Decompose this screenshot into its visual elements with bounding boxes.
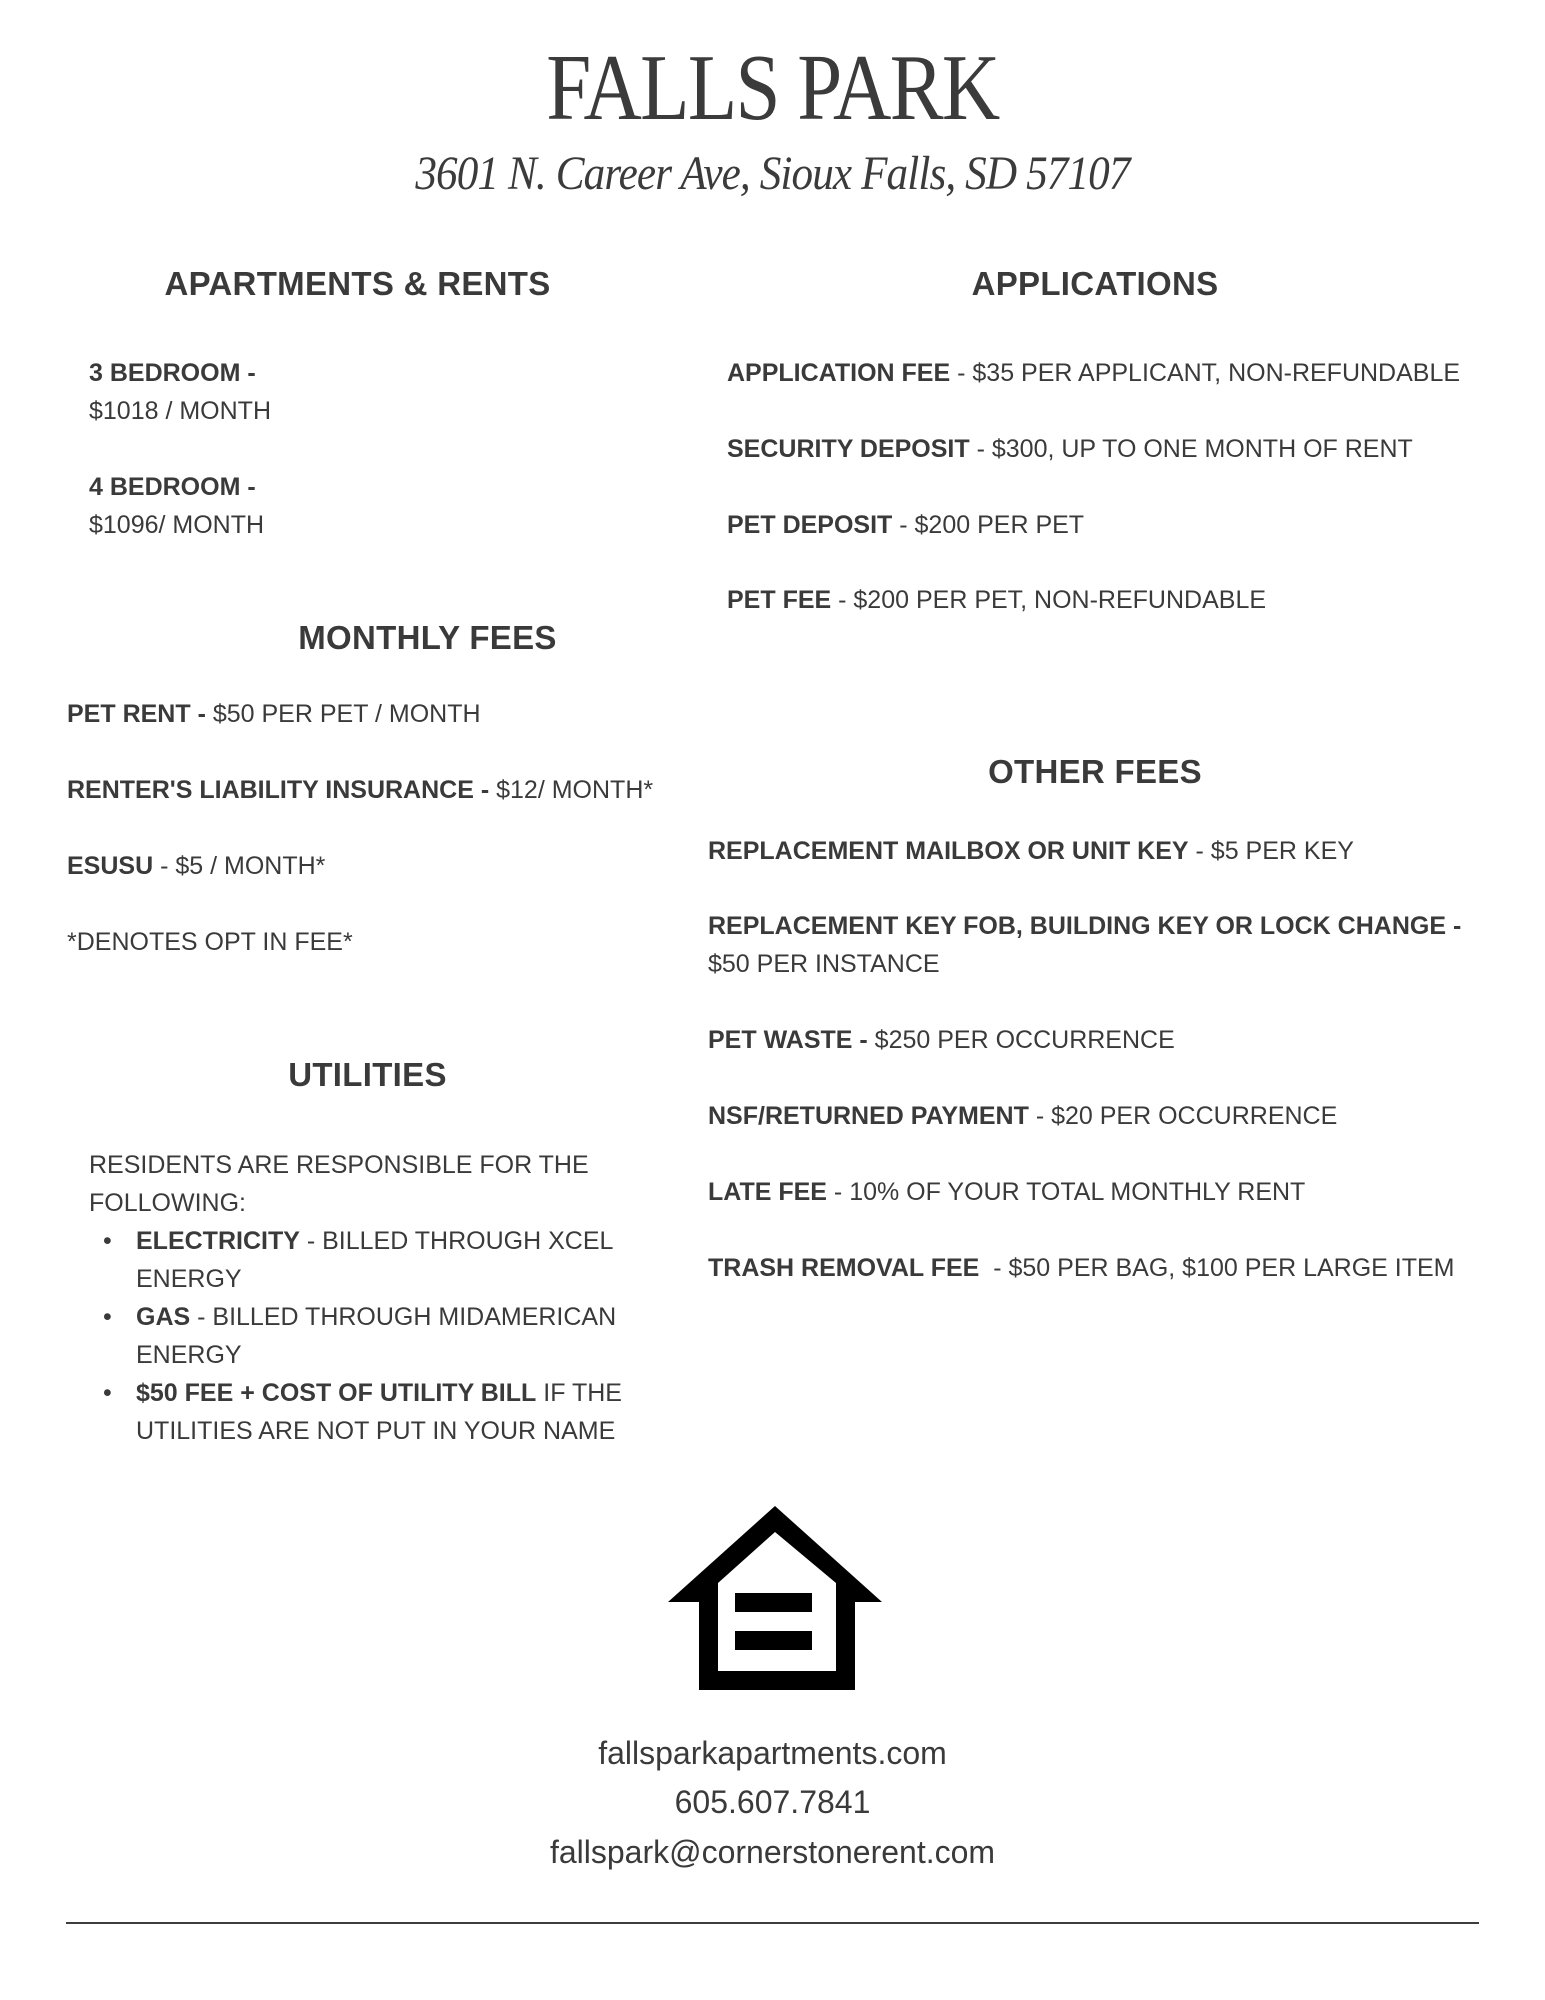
item-value: - $200 PER PET	[892, 511, 1085, 539]
item-label: $50 FEE + COST OF UTILITY BILL	[136, 1379, 537, 1407]
item-value: IF THE	[536, 1379, 622, 1407]
utilities-intro: RESIDENTS ARE RESPONSIBLE FOR THE	[89, 1151, 589, 1179]
apartment-unit	[89, 468, 271, 544]
applications-heading: APPLICATIONS	[971, 265, 1219, 302]
item-value: $12/ MONTH*	[489, 776, 654, 804]
item-value-continued: ENERGY	[136, 1341, 242, 1369]
item-value: - $200 PER PET, NON-REFUNDABLE	[831, 586, 1267, 614]
unit-label: 4 BEDROOM -	[89, 473, 256, 501]
opt-in-note: *DENOTES OPT IN FEE*	[67, 928, 353, 956]
other-fees-heading: OTHER FEES	[988, 753, 1202, 790]
unit-price: $1096/ MONTH	[89, 511, 265, 539]
utilities-list	[89, 1222, 622, 1450]
apartments-heading: APARTMENTS & RENTS	[164, 265, 551, 302]
application-item	[727, 430, 1413, 468]
item-value-continued: UTILITIES ARE NOT PUT IN YOUR NAME	[136, 1417, 616, 1445]
item-value: $50 PER PET / MONTH	[205, 700, 481, 728]
property-address: 3601 N. Career Ave, Sioux Falls, SD 57107	[415, 147, 1130, 200]
utility-item	[89, 1222, 622, 1298]
utility-item	[89, 1374, 622, 1450]
application-item	[727, 354, 1460, 392]
item-label: NSF/RETURNED PAYMENT	[708, 1102, 1029, 1130]
email-link[interactable]: fallspark@cornerstonerent.com	[549, 1834, 996, 1870]
item-label: SECURITY DEPOSIT	[727, 435, 970, 463]
other-fee-item	[708, 1249, 1455, 1287]
utility-item	[89, 1298, 622, 1374]
item-value: $50 PER INSTANCE	[708, 950, 940, 978]
item-value: - BILLED THROUGH MIDAMERICAN	[190, 1303, 617, 1331]
monthly-fee-item	[67, 847, 325, 885]
phone-number[interactable]: 605.607.7841	[674, 1784, 871, 1820]
other-fee-item	[708, 832, 1354, 870]
item-label: ELECTRICITY	[136, 1227, 300, 1255]
unit-label: 3 BEDROOM -	[89, 359, 256, 387]
item-value: - $50 PER BAG, $100 PER LARGE ITEM	[986, 1254, 1455, 1282]
item-value: - 10% OF YOUR TOTAL MONTHLY RENT	[826, 1178, 1306, 1206]
utilities-intro: FOLLOWING:	[89, 1189, 246, 1217]
bullet-icon: •	[103, 1303, 112, 1331]
item-label: ESUSU	[67, 852, 154, 880]
item-label: PET RENT -	[67, 700, 206, 728]
item-label: LATE FEE	[708, 1178, 827, 1206]
item-value: - BILLED THROUGH XCEL	[299, 1227, 614, 1255]
application-item	[727, 506, 1084, 544]
item-label: RENTER'S LIABILITY INSURANCE -	[67, 776, 490, 804]
item-label: REPLACEMENT MAILBOX OR UNIT KEY	[708, 837, 1189, 865]
item-value: - $5 / MONTH*	[153, 852, 326, 880]
property-title: FALLS PARK	[546, 36, 999, 140]
item-label: APPLICATION FEE	[727, 359, 951, 387]
bullet-icon: •	[103, 1227, 112, 1255]
website-link[interactable]: fallsparkapartments.com	[598, 1735, 947, 1771]
footer-divider	[66, 1922, 1479, 1924]
unit-price: $1018 / MONTH	[89, 397, 272, 425]
utilities-heading: UTILITIES	[288, 1056, 447, 1093]
monthly-fees-heading: MONTHLY FEES	[298, 619, 557, 656]
item-label: PET WASTE -	[708, 1026, 868, 1054]
item-value-continued: ENERGY	[136, 1265, 242, 1293]
other-fee-item	[708, 1097, 1337, 1135]
application-item	[727, 581, 1266, 619]
other-fee-item	[708, 907, 1461, 983]
utilities-section	[89, 1146, 622, 1450]
other-fee-item	[708, 1021, 1175, 1059]
apartment-unit-list	[89, 354, 271, 544]
item-value: - $35 PER APPLICANT, NON-REFUNDABLE	[950, 359, 1461, 387]
item-label: REPLACEMENT KEY FOB, BUILDING KEY OR LOCK CHANGE -	[708, 912, 1462, 940]
item-value: - $300, UP TO ONE MONTH OF RENT	[969, 435, 1413, 463]
monthly-fee-item	[67, 695, 481, 733]
monthly-fee-item	[67, 771, 653, 809]
item-label: TRASH REMOVAL FEE	[708, 1254, 987, 1282]
apartment-unit	[89, 354, 271, 430]
other-fee-item	[708, 1173, 1305, 1211]
item-value: - $20 PER OCCURRENCE	[1028, 1102, 1338, 1130]
bullet-icon: •	[103, 1379, 112, 1407]
item-value: $250 PER OCCURRENCE	[867, 1026, 1175, 1054]
equal-housing-opportunity-icon	[668, 1506, 882, 1692]
item-label: PET DEPOSIT	[727, 511, 893, 539]
item-value: - $5 PER KEY	[1188, 837, 1354, 865]
item-label: GAS	[136, 1303, 191, 1331]
item-label: PET FEE	[727, 586, 832, 614]
